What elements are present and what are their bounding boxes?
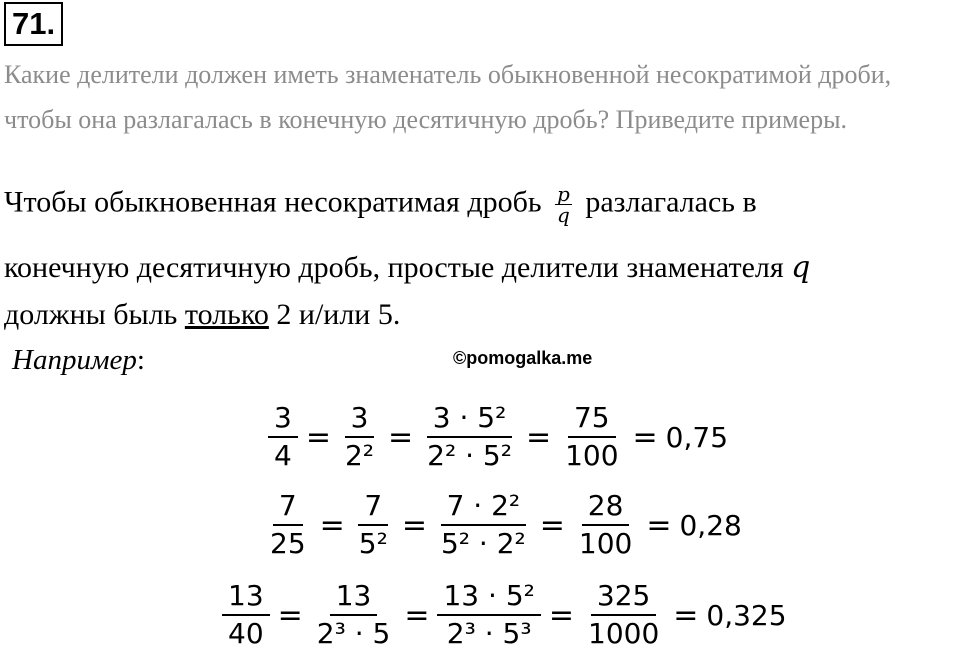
denominator: 5² · 2² (440, 527, 526, 560)
numerator: 75 (568, 400, 616, 438)
denominator: 2³ · 5³ (446, 617, 532, 650)
watermark: ©pomogalka.me (453, 348, 593, 368)
decimal-result: 0,325 (706, 598, 787, 632)
numerator: 28 (582, 488, 630, 526)
question-text: Какие делители должен иметь знаменатель обыкновенной несократимой дроби, чтобы она разлагалась в конечную десятичную дробь? Приведите примеры. (4, 60, 892, 134)
numerator: 3 (345, 400, 375, 438)
equals-sign: = (401, 507, 427, 543)
equals-sign: = (525, 419, 552, 455)
equation-row-3 (222, 578, 787, 652)
equation-row-1 (268, 400, 728, 474)
answer-text: разлагалась в (585, 185, 757, 219)
fraction (437, 578, 540, 652)
fraction (268, 400, 298, 474)
numerator: 7 · 2² (441, 488, 527, 526)
answer-text: Чтобы обыкновенная несократимая дробь (4, 185, 542, 219)
equals-sign: = (388, 419, 414, 455)
fraction (353, 488, 394, 562)
equals-sign: = (277, 597, 303, 633)
numerator: 13 (222, 578, 270, 616)
answer-text: конечную десятичную дробь, простые делители знаменателя (4, 251, 784, 284)
denominator: 2² · 5² (427, 439, 512, 472)
numerator: 3 · 5² (427, 400, 513, 438)
denominator: 2³ · 5 (316, 617, 391, 650)
fraction (264, 488, 312, 562)
numerator: 7 (273, 488, 303, 526)
example-word: Например (12, 344, 137, 376)
answer-line-3 (4, 298, 400, 332)
fraction-denominator: q (557, 203, 570, 227)
example-colon: : (136, 344, 145, 376)
answer-line-2 (4, 250, 810, 285)
example-label (12, 344, 145, 377)
numerator: 13 · 5² (437, 578, 540, 616)
task-number: 71. (4, 2, 63, 46)
fraction (339, 400, 380, 474)
fraction-p-q (555, 184, 572, 225)
denominator: 25 (270, 527, 306, 560)
equals-sign: = (646, 507, 672, 543)
equals-sign: = (632, 419, 658, 455)
numerator: 3 (268, 400, 298, 438)
fraction (435, 488, 532, 562)
denominator: 100 (578, 527, 633, 560)
denominator: 4 (274, 439, 292, 472)
answer-text: должны быль (4, 298, 178, 331)
denominator: 1000 (588, 617, 660, 650)
numerator: 7 (358, 488, 388, 526)
numerator: 13 (330, 578, 378, 616)
equals-sign: = (305, 419, 331, 455)
decimal-result: 0,75 (665, 420, 729, 454)
underlined-word: только (184, 298, 269, 331)
fraction (421, 400, 518, 474)
fraction-numerator: p (557, 182, 570, 206)
variable-q: q (791, 250, 811, 285)
answer-line-1 (4, 184, 757, 225)
equals-sign: = (319, 507, 345, 543)
numerator: 325 (591, 578, 656, 616)
denominator: 40 (228, 617, 264, 650)
decimal-result: 0,28 (679, 508, 742, 542)
equals-sign: = (548, 597, 574, 633)
denominator: 100 (565, 439, 619, 472)
equation-row-2 (264, 488, 742, 562)
fraction (222, 578, 270, 652)
fraction (311, 578, 397, 652)
equals-sign: = (404, 597, 430, 633)
fraction (582, 578, 665, 652)
equals-sign: = (539, 507, 565, 543)
answer-text: 2 и/или 5. (276, 298, 401, 331)
fraction (559, 400, 624, 474)
denominator: 5² (358, 527, 388, 560)
denominator: 2² (344, 439, 375, 472)
fraction (573, 488, 638, 562)
equals-sign: = (673, 597, 699, 633)
